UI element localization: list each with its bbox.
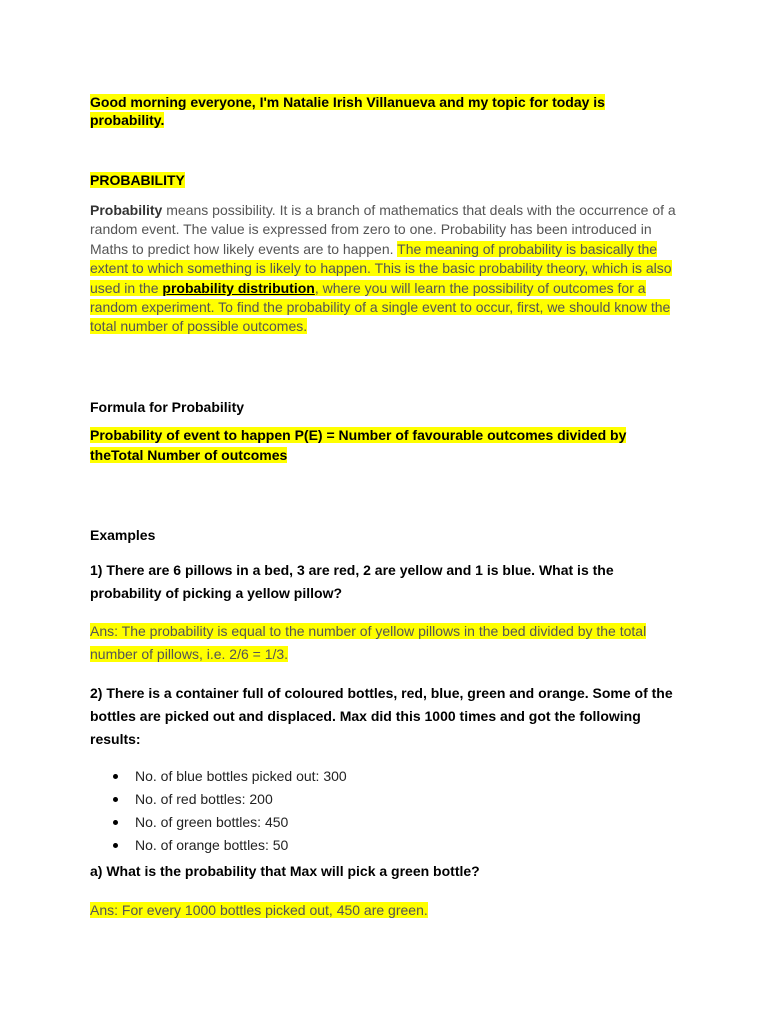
bullet-icon	[113, 820, 118, 825]
bullet-icon	[113, 797, 118, 802]
formula-text: Probability of event to happen P(E) = Number of favourable outcomes divided by theTotal Number of outcomes	[90, 427, 627, 463]
examples-title: Examples	[90, 527, 156, 543]
answer-1-text: Ans: The probability is equal to the number of yellow pillows in the bed divided by the total number of pillows, i.e. 2/6 = 1/3.	[90, 623, 647, 662]
definition-highlight-2: , where you will learn the possibility of outcomes for a random experiment. To find the probability of a single event to occur, first, we should know the total number of possible outcomes.	[90, 279, 671, 335]
section-heading	[90, 172, 185, 188]
lead-term: Probability	[90, 202, 163, 218]
bullet-icon	[113, 843, 118, 848]
results-list	[90, 765, 347, 857]
answer-1-paragraph	[90, 620, 680, 666]
question-2: 2) There is a container full of coloured bottles, red, blue, green and orange. Some of the bottles are picked out and displaced. Max did this 1000 times and got the following results:	[90, 685, 673, 747]
formula-paragraph	[90, 426, 680, 465]
definition-plain-text: means possibility. It is a branch of mathematics that deals with the occurrence of a random event. The value is expressed from zero to one. Probability has been introduced in Maths to predict how likely events are to happen.	[90, 202, 676, 257]
list-item-text: No. of blue bottles picked out: 300	[135, 768, 347, 784]
list-item-text: No. of green bottles: 450	[135, 814, 289, 830]
list-item	[90, 765, 347, 788]
document-page	[90, 93, 680, 918]
list-item	[90, 788, 347, 811]
definition-paragraph	[90, 201, 680, 337]
answer-2a-text: Ans: For every 1000 bottles picked out, 450 are green.	[90, 902, 428, 918]
list-item-text: No. of red bottles: 200	[135, 791, 273, 807]
intro-text: Good morning everyone, I'm Natalie Irish Villanueva and my topic for today is probability.	[90, 94, 605, 128]
answer-2a-paragraph	[90, 902, 428, 918]
question-2a: a) What is the probability that Max will pick a green bottle?	[90, 863, 480, 879]
question-1: 1) There are 6 pillows in a bed, 3 are red, 2 are yellow and 1 is blue. What is the probability of picking a yellow pillow?	[90, 562, 614, 601]
list-item	[90, 834, 347, 857]
bullet-icon	[113, 774, 118, 779]
list-item	[90, 811, 347, 834]
list-item-text: No. of orange bottles: 50	[135, 837, 289, 853]
definition-highlight-1: The meaning of probability is basically the extent to which something is likely to happen. This is the basic probability theory, which is also used in the	[90, 240, 672, 296]
heading-text: PROBABILITY	[90, 172, 185, 188]
intro-paragraph	[90, 93, 680, 129]
probability-distribution-link[interactable]: probability distribution	[162, 279, 315, 296]
formula-title: Formula for Probability	[90, 399, 245, 415]
